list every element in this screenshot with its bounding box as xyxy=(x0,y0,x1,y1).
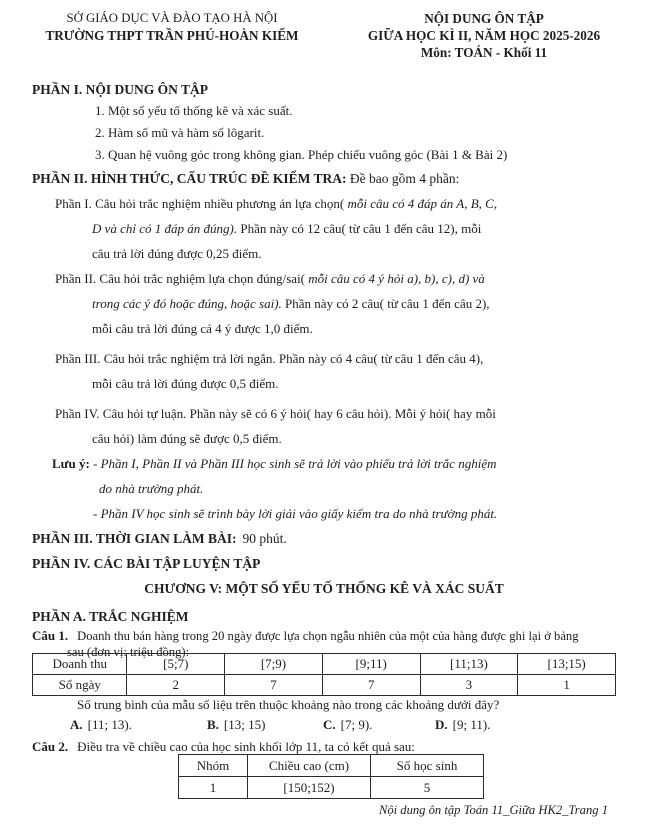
part1-line2 xyxy=(32,216,616,241)
table-row xyxy=(179,755,484,777)
table-header-cell: Chiều cao (cm) xyxy=(248,755,371,777)
option-A-label: A. xyxy=(70,717,83,732)
part1-line1 xyxy=(32,191,616,216)
section4-heading: PHẦN IV. CÁC BÀI TẬP LUYỆN TẬP xyxy=(32,556,261,571)
question1-line2: sau (đơn vị: triệu đồng): xyxy=(67,645,190,659)
section3-heading xyxy=(32,526,616,551)
question2-label: Câu 2. xyxy=(32,739,69,754)
option-C-value: [7; 9). xyxy=(340,717,373,732)
table-cell: 7 xyxy=(322,675,420,696)
part1-line2-regular: Phần này có 12 câu( từ câu 1 đến câu 12), mỗi xyxy=(237,221,482,236)
note-line2: do nhà trường phát. xyxy=(99,481,204,496)
note-line1 xyxy=(32,451,616,476)
table-header-cell: Nhóm xyxy=(179,755,248,777)
part2-line2 xyxy=(32,291,616,316)
doc-subject: Môn: TOÁN - Khối 11 xyxy=(420,45,548,60)
option-C-label: C. xyxy=(323,717,336,732)
topic-item-3: 3. Quan hệ vuông góc trong không gian. Phép chiếu vuông góc (Bài 1 & Bài 2) xyxy=(95,147,508,162)
table-cell: [7;9) xyxy=(225,654,323,675)
question1-label: Câu 1. xyxy=(32,628,69,643)
part2-line1 xyxy=(32,266,616,291)
question1-line1 xyxy=(32,627,616,644)
option-A-value: [11; 13). xyxy=(87,717,132,732)
question2-height-table xyxy=(178,754,484,799)
doc-title: NỘI DUNG ÔN TẬP xyxy=(424,11,544,26)
school-name: TRƯỜNG THPT TRẦN PHÚ-HOÀN KIẾM xyxy=(45,28,299,43)
table-cell: 7 xyxy=(225,675,323,696)
table-cell: 1 xyxy=(518,675,616,696)
table-cell: [9;11) xyxy=(322,654,420,675)
question1-prompt: Số trung bình của mẫu số liệu trên thuộc khoảng nào trong các khoảng dưới đây? xyxy=(77,697,500,712)
table-cell: 2 xyxy=(127,675,225,696)
part2-line2-italic: trong các ý đó hoặc đúng, hoặc sai). xyxy=(92,296,282,311)
part2-line1-regular: Phần II. Câu hỏi trắc nghiệm lựa chọn đúng/sai( xyxy=(55,271,306,286)
section3-heading-bold: PHẦN III. THỜI GIAN LÀM BÀI: xyxy=(32,531,237,546)
department-name: SỞ GIÁO DỤC VÀ ĐÀO TẠO HÀ NỘI xyxy=(66,11,278,25)
option-A xyxy=(70,714,207,736)
table-row xyxy=(179,777,484,799)
table-cell: 3 xyxy=(420,675,518,696)
table-cell: 5 xyxy=(371,777,484,799)
table-cell: Số ngày xyxy=(33,675,127,696)
option-B-value: [13; 15) xyxy=(223,717,266,732)
header-left-block xyxy=(32,10,312,61)
table-cell: [5;7) xyxy=(127,654,225,675)
section3-duration: 90 phút. xyxy=(242,531,287,546)
part2-line1-italic: mỗi câu có 4 ý hỏi a), b), c), d) và xyxy=(305,271,485,286)
header-right-block xyxy=(312,10,616,61)
part1-line3: câu trả lời đúng được 0,25 điểm. xyxy=(92,246,262,261)
section1-heading: PHẦN I. NỘI DUNG ÔN TẬP xyxy=(32,82,209,97)
question1-options xyxy=(32,714,616,736)
part3-line2: mỗi câu trả lời đúng được 0,5 điểm. xyxy=(92,376,279,391)
topic-item-2: 2. Hàm số mũ và hàm số lôgarit. xyxy=(95,125,265,140)
table-header-cell: Số học sinh xyxy=(371,755,484,777)
question1-frequency-table xyxy=(32,653,616,696)
table-cell: [150;152) xyxy=(248,777,371,799)
question2-line xyxy=(32,736,616,758)
doc-subtitle: GIỮA HỌC KÌ II, NĂM HỌC 2025-2026 xyxy=(367,28,601,43)
note-line1-text: - Phần I, Phần II và Phần III học sinh sẽ trả lời vào phiếu trả lời trắc nghiệm xyxy=(89,456,497,471)
section2-heading-bold: PHẦN II. HÌNH THỨC, CẤU TRÚC ĐỀ KIỂM TRA: xyxy=(32,171,347,186)
section2-heading-rest: Đề bao gồm 4 phần: xyxy=(346,171,460,186)
chapter-title: CHƯƠNG V: MỘT SỐ YẾU TỐ THỐNG KÊ VÀ XÁC SUẤT xyxy=(144,581,504,596)
question2-text: Điều tra về chiều cao của học sinh khối lớp 11, ta có kết quả sau: xyxy=(77,739,415,754)
partA-heading: PHẦN A. TRẮC NGHIỆM xyxy=(32,609,189,624)
topics-list xyxy=(32,100,616,166)
option-B-label: B. xyxy=(207,717,219,732)
part2-line2-regular: Phần này có 2 câu( từ câu 1 đến câu 2), xyxy=(281,296,490,311)
part3-line1: Phần III. Câu hỏi trắc nghiệm trả lời ngắn. Phần này có 4 câu( từ câu 1 đến câu 4), xyxy=(55,351,484,366)
part1-line1-regular: Phần I. Câu hỏi trắc nghiệm nhiều phương án lựa chọn( xyxy=(55,196,345,211)
option-D xyxy=(435,714,490,736)
part1-line2-italic: D và chỉ có 1 đáp án đúng). xyxy=(92,221,238,236)
table-cell: 1 xyxy=(179,777,248,799)
part4-line2: câu hỏi) làm đúng sẽ được 0,5 điểm. xyxy=(92,431,282,446)
page-footer: Nội dung ôn tập Toán 11_Giữa HK2_Trang 1 xyxy=(378,803,608,817)
table-cell: Doanh thu xyxy=(33,654,127,675)
table-row xyxy=(33,654,616,675)
part1-line1-italic: mỗi câu có 4 đáp án A, B, C, xyxy=(344,196,498,211)
option-C xyxy=(323,714,435,736)
topic-item-1: 1. Một số yếu tố thống kê và xác suất. xyxy=(95,103,293,118)
option-D-value: [9; 11). xyxy=(452,717,491,732)
option-D-label: D. xyxy=(435,717,448,732)
part4-line1: Phần IV. Câu hỏi tự luận. Phần này sẽ có 6 ý hỏi( hay 6 câu hỏi). Mỗi ý hỏi( hay mỗi xyxy=(55,406,496,421)
table-cell: [11;13) xyxy=(420,654,518,675)
question1-text1: Doanh thu bán hàng trong 20 ngày được lựa chọn ngẫu nhiên của một của hàng được ghi lại ở bảng xyxy=(77,629,579,643)
note-line3: - Phần IV học sinh sẽ trình bày lời giải vào giấy kiểm tra do nhà trường phát. xyxy=(93,506,498,521)
option-B xyxy=(207,714,323,736)
section2-heading xyxy=(32,166,616,191)
document-header xyxy=(32,10,616,61)
table-row xyxy=(33,675,616,696)
part2-line3: mỗi câu trả lời đúng cả 4 ý được 1,0 điểm. xyxy=(92,321,313,336)
note-label: Lưu ý: xyxy=(52,456,90,471)
table-cell: [13;15) xyxy=(518,654,616,675)
